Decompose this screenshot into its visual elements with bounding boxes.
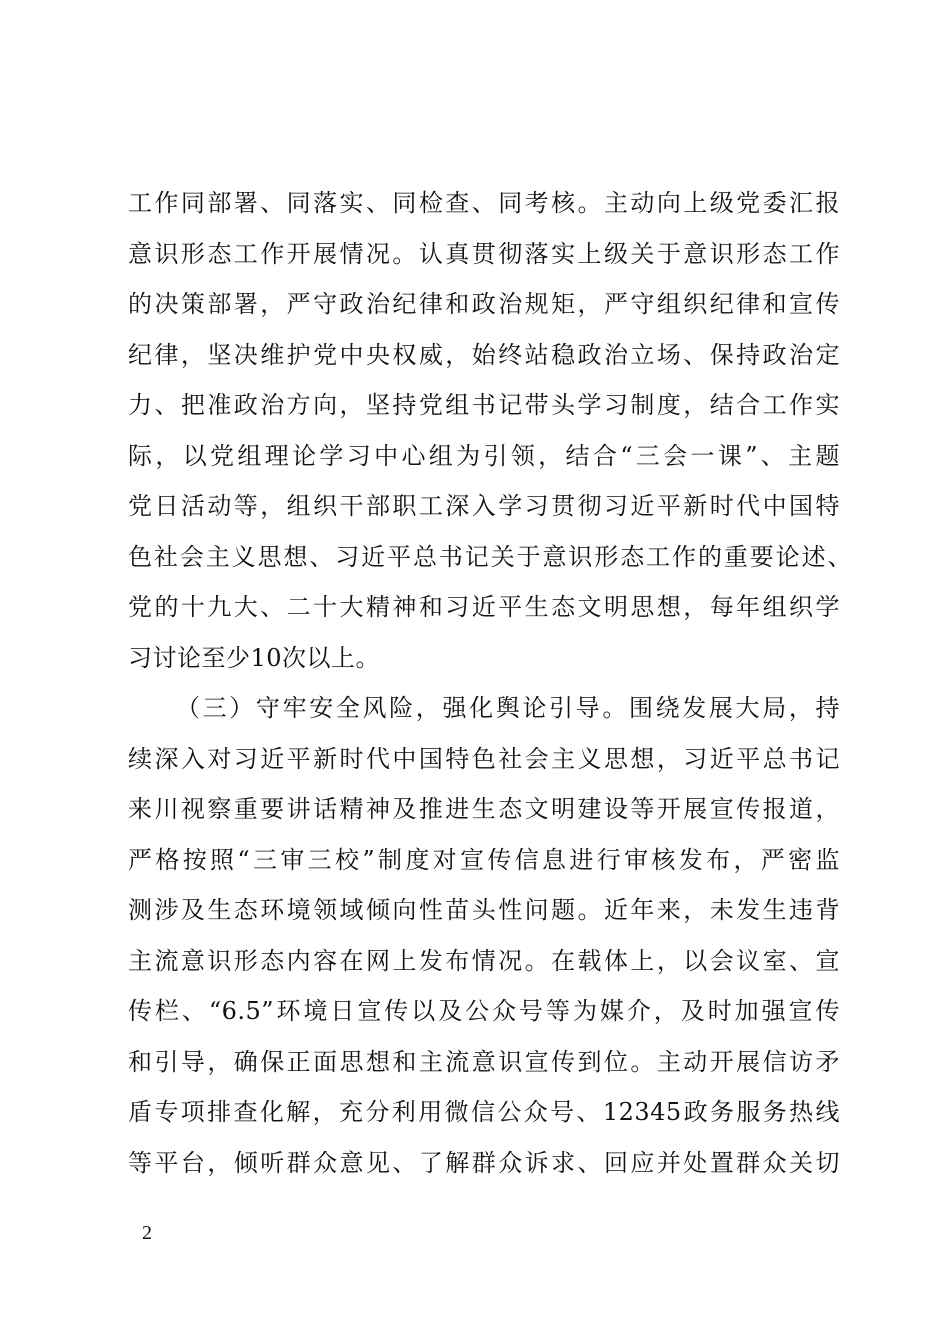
text-line: 党的十九大、二十大精神和习近平生态文明思想，每年组织学 bbox=[128, 593, 840, 621]
text-line: 力、把准政治方向，坚持党组书记带头学习制度，结合工作实 bbox=[128, 391, 840, 419]
text-line: 习讨论至少10次以上。 bbox=[128, 643, 381, 672]
section-heading-line: （三）守牢安全风险，强化舆论引导。围绕发展大局，持 bbox=[176, 694, 840, 722]
text-line: 工作同部署、同落实、同检查、同考核。主动向上级党委汇报 bbox=[128, 189, 840, 217]
text-line: 主流意识形态内容在网上发布情况。在载体上，以会议室、宣 bbox=[128, 946, 840, 975]
text-line: 党日活动等，组织干部职工深入学习贯彻习近平新时代中国特 bbox=[128, 492, 840, 520]
paragraph-1 bbox=[128, 178, 852, 683]
text-line: 际，以党组理论学习中心组为引领，结合“三会一课”、主题 bbox=[128, 441, 840, 470]
text-line: 来川视察重要讲话精神及推进生态文明建设等开展宣传报道， bbox=[128, 795, 840, 823]
text-line: 和引导，确保正面思想和主流意识宣传到位。主动开展信访矛 bbox=[128, 1047, 840, 1076]
text-line: 纪律，坚决维护党中央权威，始终站稳政治立场、保持政治定 bbox=[128, 340, 840, 369]
text-line: 等平台，倾听群众意见、了解群众诉求、回应并处置群众关切 bbox=[128, 1148, 840, 1177]
text-line: 续深入对习近平新时代中国特色社会主义思想，习近平总书记 bbox=[128, 744, 840, 773]
body-text bbox=[128, 178, 852, 1188]
text-line: 盾专项排查化解，充分利用微信公众号、12345政务服务热线 bbox=[128, 1098, 840, 1126]
text-line: 的决策部署，严守政治纪律和政治规矩，严守组织纪律和宣传 bbox=[128, 290, 840, 318]
page-number: 2 bbox=[142, 1222, 152, 1244]
text-line: 测涉及生态环境领域倾向性苗头性问题。近年来，未发生违背 bbox=[128, 896, 840, 924]
text-line: 意识形态工作开展情况。认真贯彻落实上级关于意识形态工作 bbox=[128, 239, 840, 268]
paragraph-2 bbox=[128, 683, 840, 1188]
text-line: 色社会主义思想、习近平总书记关于意识形态工作的重要论述、 bbox=[128, 542, 852, 571]
text-line: 传栏、“6.5”环境日宣传以及公众号等为媒介，及时加强宣传 bbox=[128, 997, 840, 1025]
text-line: 严格按照“三审三校”制度对宣传信息进行审核发布，严密监 bbox=[128, 845, 840, 874]
